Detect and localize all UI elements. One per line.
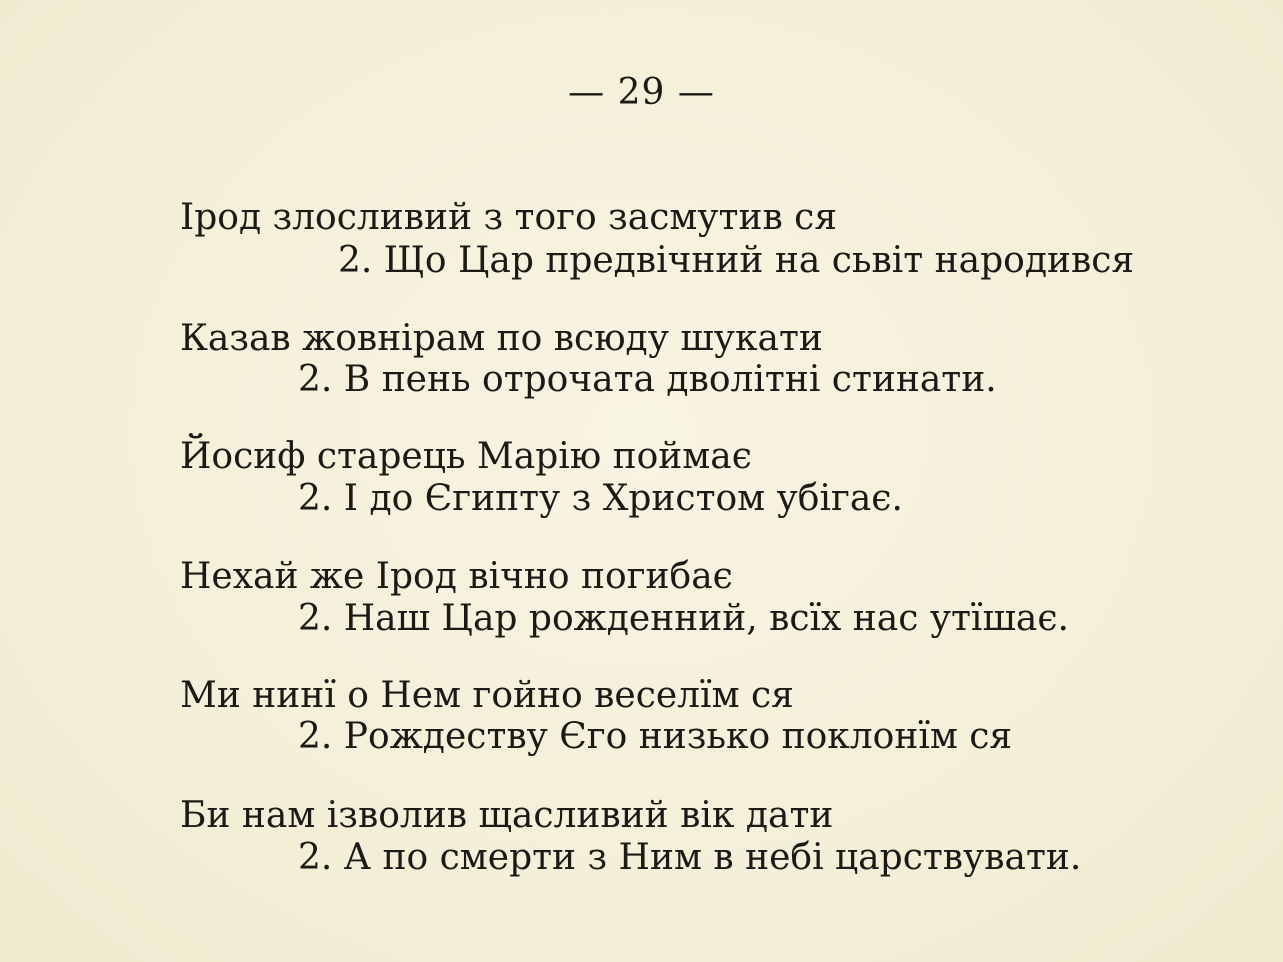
stanza-refrain-line: 2. В пень отрочата дволітні стинати. xyxy=(298,359,997,400)
stanza-refrain-line: 2. Рождеству Єго низько поклонїм ся xyxy=(298,716,1013,757)
stanza-line: Ми нинї о Нем гойно веселїм ся xyxy=(180,675,794,716)
stanza-refrain-line: 2. Що Цар предвічний на сьвіт народився xyxy=(338,240,1135,281)
stanza-line: Ірод злосливий з того засмутив ся xyxy=(180,197,838,238)
stanza-line: Казав жовнірам по всюду шукати xyxy=(180,318,823,359)
stanza-line: Би нам ізволив щасливий вік дати xyxy=(180,795,834,836)
stanza-refrain-line: 2. Наш Цар рожденний, всїх нас утїшає. xyxy=(298,598,1069,639)
stanza-refrain-line: 2. І до Єгипту з Христом убігає. xyxy=(298,478,903,519)
page-number: — 29 — xyxy=(568,72,715,113)
stanza-line: Нехай же Ірод вічно погибає xyxy=(180,556,733,597)
stanza-line: Йосиф старець Марію поймає xyxy=(180,436,752,477)
stanza-refrain-line: 2. А по смерти з Ним в небі царствувати. xyxy=(298,837,1082,878)
